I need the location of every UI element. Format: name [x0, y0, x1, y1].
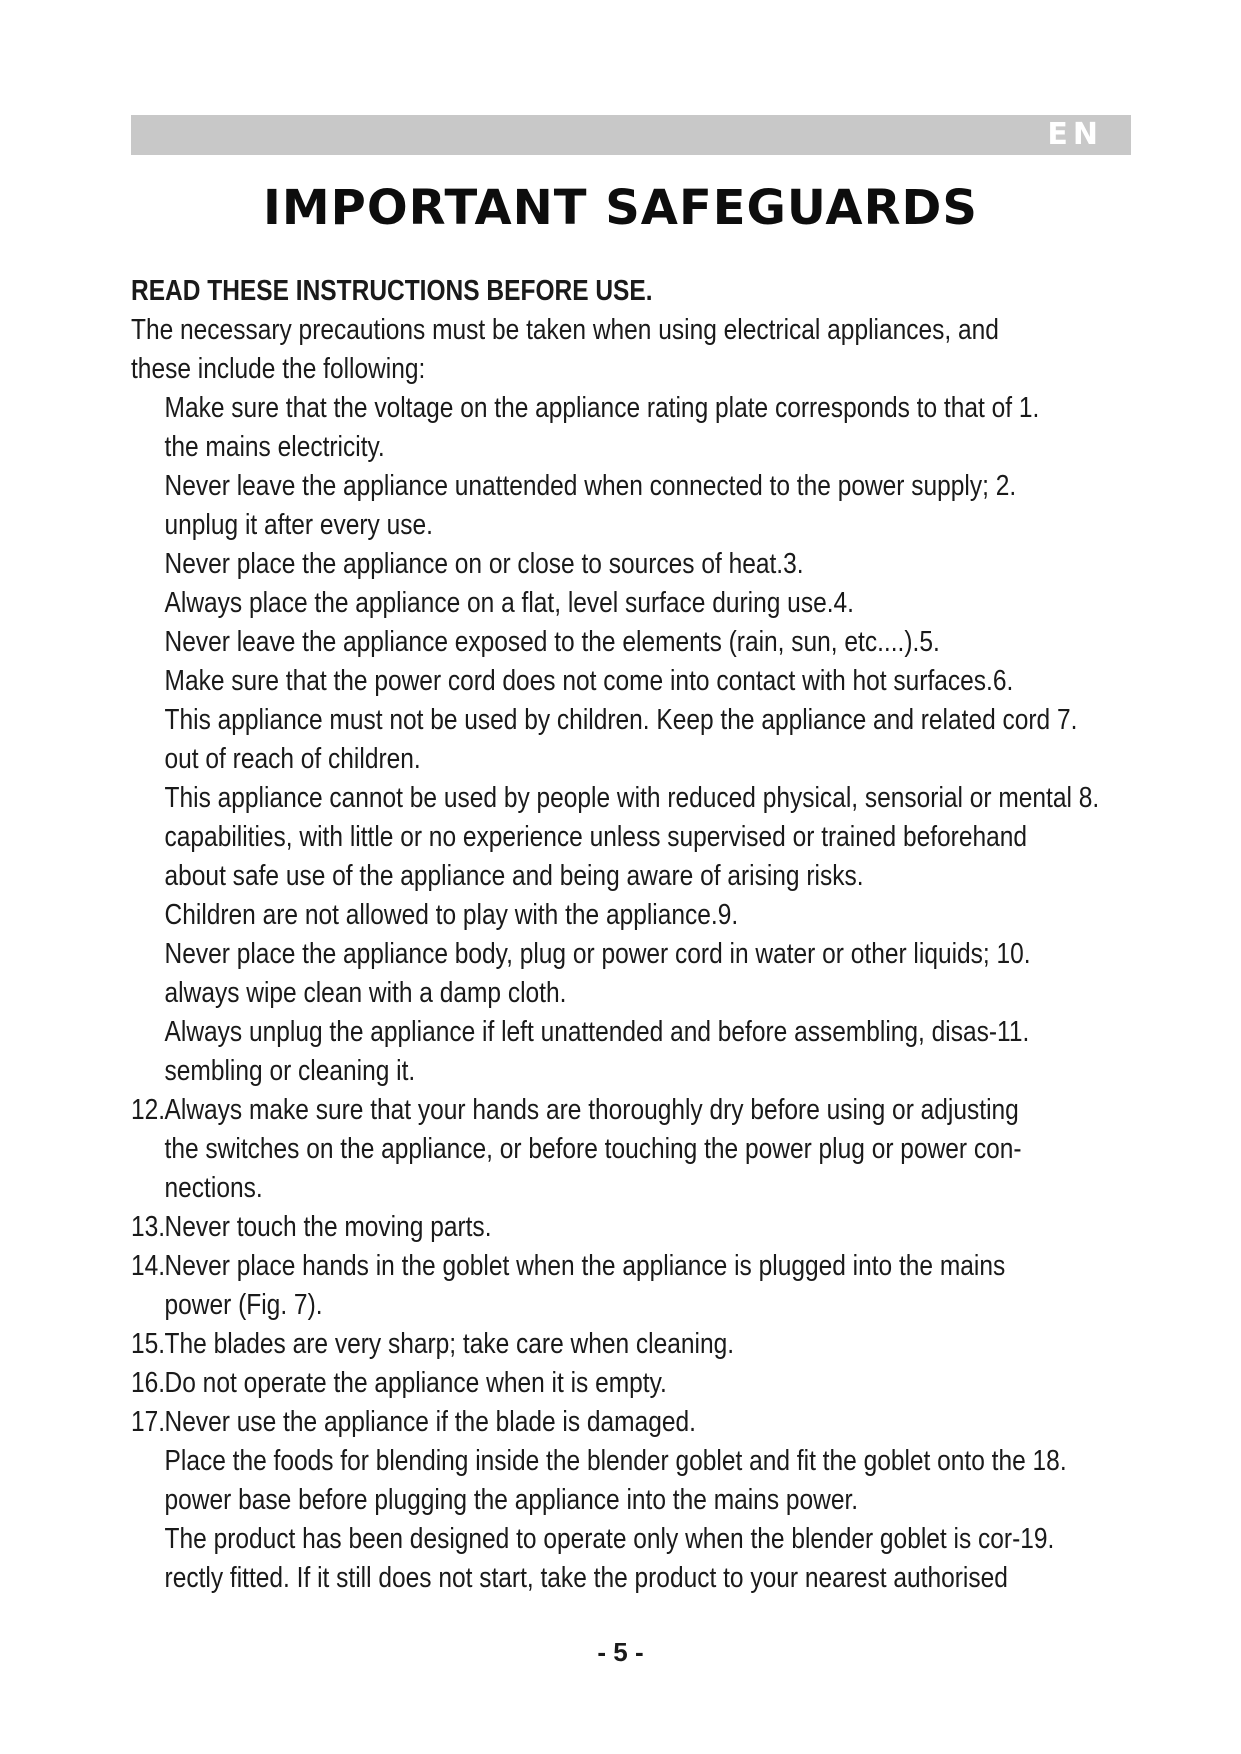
item-line: Make sure that the power cord does not come into contact with hot surfaces.6.	[164, 665, 1014, 697]
item-line: out of reach of children.	[164, 743, 421, 775]
page-title: IMPORTANT SAFEGUARDS	[263, 180, 978, 236]
safeguard-item	[131, 1247, 1197, 1325]
language-code: EN	[1047, 117, 1103, 152]
item-line: unplug it after every use.	[164, 509, 433, 541]
safeguard-item	[131, 779, 1197, 896]
item-line: Never place hands in the goblet when the appliance is plugged into the mains	[164, 1250, 1006, 1282]
intro-line: The necessary precautions must be taken when using electrical appliances, and	[131, 314, 999, 346]
safeguard-item	[131, 1442, 1197, 1520]
item-line: Always unplug the appliance if left unattended and before assembling, disas-11.	[164, 1016, 1030, 1048]
safeguard-item	[131, 1325, 1197, 1364]
item-line: Never touch the moving parts.	[164, 1211, 492, 1243]
item-line: sembling or cleaning it.	[164, 1055, 416, 1087]
item-line: Always place the appliance on a flat, level surface during use.4.	[164, 587, 854, 619]
item-line: Never leave the appliance exposed to the elements (rain, sun, etc....).5.	[164, 626, 940, 658]
safeguard-item	[131, 1520, 1197, 1598]
safeguard-item	[131, 1208, 1197, 1247]
instructions-heading: READ THESE INSTRUCTIONS BEFORE USE.	[131, 275, 653, 307]
safeguard-item	[131, 1013, 1197, 1091]
item-line: Never place the appliance on or close to sources of heat.3.	[164, 548, 804, 580]
safeguards-content	[131, 272, 1197, 1598]
item-number: 12.	[131, 1094, 166, 1126]
item-line: The product has been designed to operate only when the blender goblet is cor-19.	[164, 1523, 1055, 1555]
item-line: This appliance must not be used by children. Keep the appliance and related cord 7.	[164, 704, 1078, 736]
page-number: - 5 -	[597, 1637, 644, 1667]
intro-line: these include the following:	[131, 353, 426, 385]
item-number: 17.	[131, 1406, 166, 1438]
item-line: Place the foods for blending inside the blender goblet and fit the goblet onto the 18.	[164, 1445, 1067, 1477]
safeguard-item	[131, 1091, 1197, 1208]
item-line: Do not operate the appliance when it is empty.	[164, 1367, 667, 1399]
safeguard-item	[131, 662, 1197, 701]
item-number: 15.	[131, 1328, 166, 1360]
item-line: Children are not allowed to play with the appliance.9.	[164, 899, 739, 931]
item-line: capabilities, with little or no experience unless supervised or trained beforehand	[164, 821, 1027, 853]
item-line: always wipe clean with a damp cloth.	[164, 977, 567, 1009]
item-line: Never leave the appliance unattended when connected to the power supply; 2.	[164, 470, 1017, 502]
safeguard-item	[131, 545, 1197, 584]
intro-paragraph	[131, 311, 1197, 389]
item-number: 16.	[131, 1367, 166, 1399]
language-header-bar	[131, 115, 1131, 155]
item-line: Make sure that the voltage on the appliance rating plate corresponds to that of 1.	[164, 392, 1040, 424]
item-line: nections.	[164, 1172, 263, 1204]
item-line: Never use the appliance if the blade is damaged.	[164, 1406, 696, 1438]
safeguard-item	[131, 623, 1197, 662]
item-line: Always make sure that your hands are thoroughly dry before using or adjusting	[164, 1094, 1019, 1126]
item-line: rectly fitted. If it still does not start, take the product to your nearest authorised	[164, 1562, 1008, 1594]
item-line: Never place the appliance body, plug or power cord in water or other liquids; 10.	[164, 938, 1031, 970]
safeguards-list	[131, 389, 1197, 1598]
safeguard-item	[131, 896, 1197, 935]
item-line: the mains electricity.	[164, 431, 385, 463]
safeguard-item	[131, 467, 1197, 545]
safeguard-item	[131, 935, 1197, 1013]
safeguard-item	[131, 701, 1197, 779]
safeguard-item	[131, 1364, 1197, 1403]
item-line: the switches on the appliance, or before touching the power plug or power con-	[164, 1133, 1022, 1165]
item-number: 13.	[131, 1211, 166, 1243]
item-number: 14.	[131, 1250, 166, 1282]
item-line: The blades are very sharp; take care when cleaning.	[164, 1328, 735, 1360]
item-line: power (Fig. 7).	[164, 1289, 323, 1321]
item-line: about safe use of the appliance and being aware of arising risks.	[164, 860, 864, 892]
safeguard-item	[131, 1403, 1197, 1442]
item-line: This appliance cannot be used by people with reduced physical, sensorial or mental 8.	[164, 782, 1100, 814]
safeguard-item	[131, 389, 1197, 467]
item-line: power base before plugging the appliance into the mains power.	[164, 1484, 859, 1516]
safeguard-item	[131, 584, 1197, 623]
